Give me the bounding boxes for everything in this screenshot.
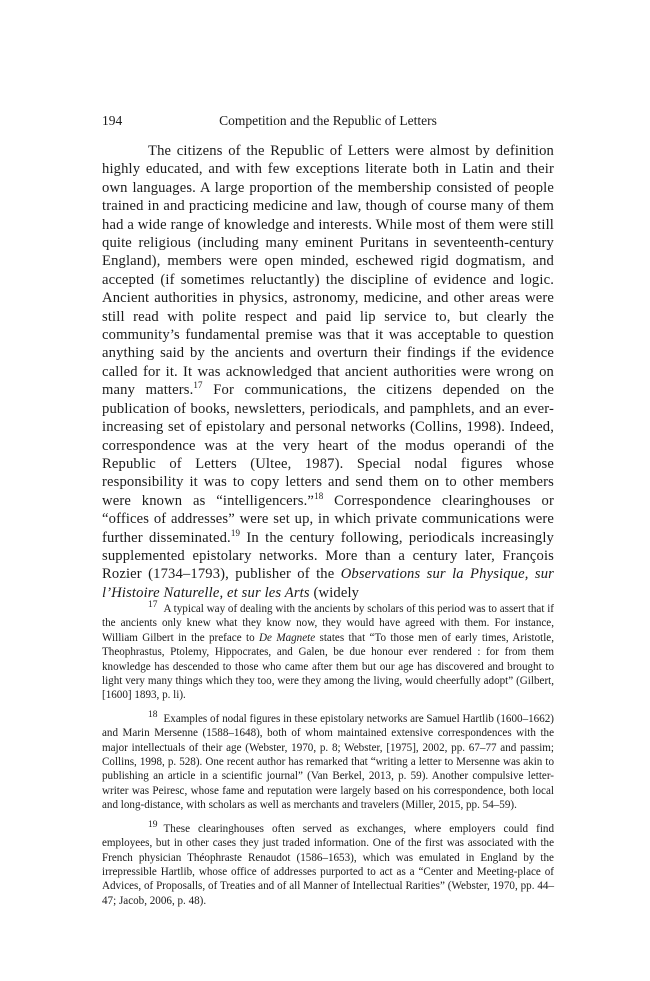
footnote-text: These clearinghouses often served as exchanges, where employers could find employees, but in other cases they just traded information. One of the first was associated with the French physician Théophraste Renaudot (1586–1653), which was emulated in England by the irrepressible Hartlib, whose office of addresses purported to act as a “Center and Meeting-place of Advices, of Proposalls, of Treaties and of all Manner of Intellectual Rarities” (Webster, 1970, pp. 44–47; Jacob, 2006, p. 48). [102, 822, 554, 907]
footnote-text: states that “To those men of early times, Aristotle, Theophrastus, Ptolemy, Hippocrates, and Galen, be due honour ever rendered : for from them knowledge has descended to those who came after them but our age has discovered and brought to light very many things which they too, were they among the living, would cheerfully adopt” (Gilbert, [1600] 1893, p. li). [102, 631, 554, 702]
page-number: 194 [102, 113, 123, 128]
footnote-number: 18 [148, 709, 158, 720]
running-title: Competition and the Republic of Letters [219, 113, 437, 128]
footnote-19 [102, 818, 554, 908]
footnote-number: 19 [148, 819, 158, 830]
running-header [102, 113, 554, 131]
footnote-ref-19: 19 [230, 527, 241, 538]
body-text-segment: The citizens of the Republic of Letters were almost by definition highly educated, and with few exceptions literate both in Latin and their own languages. A large proportion of the membership consisted of people trained in and practicing medicine and law, though of course many of them had a wide range of knowledge and interests. While most of them were still quite religious (including many eminent Puritans in seventeenth-century England), members were open minded, eschewed rigid dogmatism, and accepted (if sometimes reluctantly) the discipline of evidence and logic. Ancient authorities in physics, astronomy, medicine, and other areas were still read with polite respect and paid lip service to, but clearly the community’s fundamental premise was that it was acceptable to question anything said by the ancients and overturn their findings if the evidence called for it. It was acknowledged that ancient authorities were wrong on many matters. [102, 143, 554, 399]
footnotes-section [102, 598, 554, 913]
journal-title: Observations sur la Physique, sur l’Histoire Naturelle, et sur les Arts [102, 566, 554, 601]
footnote-18 [102, 708, 554, 813]
footnote-17 [102, 598, 554, 703]
footnote-number: 17 [148, 600, 158, 610]
body-paragraph [102, 142, 554, 602]
book-title: De Magnete [259, 631, 316, 644]
footnote-ref-17: 17 [193, 380, 203, 391]
body-text-segment: Correspondence clearinghouses or “offices of addresses” were set up, in which private communications were further disseminated. [102, 492, 554, 546]
footnote-text: A typical way of dealing with the ancients by scholars of this period was to assert that if the ancients only knew what they know now, they would have agreed with them. For instance, William Gilbert in the preface to [102, 603, 554, 644]
footnote-ref-18: 18 [314, 490, 324, 501]
body-text-segment: In the century following, periodicals increasingly supplemented epistolary networks. More than a century later, François Rozier (1734–1793), publisher of the [102, 529, 554, 583]
book-page [102, 0, 554, 981]
body-text-segment: (widely [309, 584, 360, 601]
body-text-segment: For communications, the citizens depended on the publication of books, newsletters, periodicals, and pamphlets, and an ever-increasing set of epistolary and personal networks (Collins, 1998). Indeed, correspondence was at the very heart of the modus operandi of the Republic of Letters (Ultee, 1987). Special nodal figures whose responsibility it was to copy letters and send them on to other members were known as “intelligencers.” [102, 382, 555, 509]
footnote-text: Examples of nodal figures in these epistolary networks are Samuel Hartlib (1600–1662) and Marin Mersenne (1588–1648), both of whom maintained extensive correspondences with the major intellectuals of their age (Webster, 1970, p. 8; Webster, [1975], 2002, pp. 67–77 and passim; Collins, 1998, p. 528). One recent author has remarked that “writing a letter to Mersenne was akin to publishing an article in a scientific journal” (Van Berkel, 2013, p. 59). Another compulsive letter-writer was Peiresc, whose fame and reputation were largely based on his correspondence, both local and long-distance, with scholars as well as merchants and travelers (Miller, 2015, pp. 54–59). [102, 712, 554, 812]
